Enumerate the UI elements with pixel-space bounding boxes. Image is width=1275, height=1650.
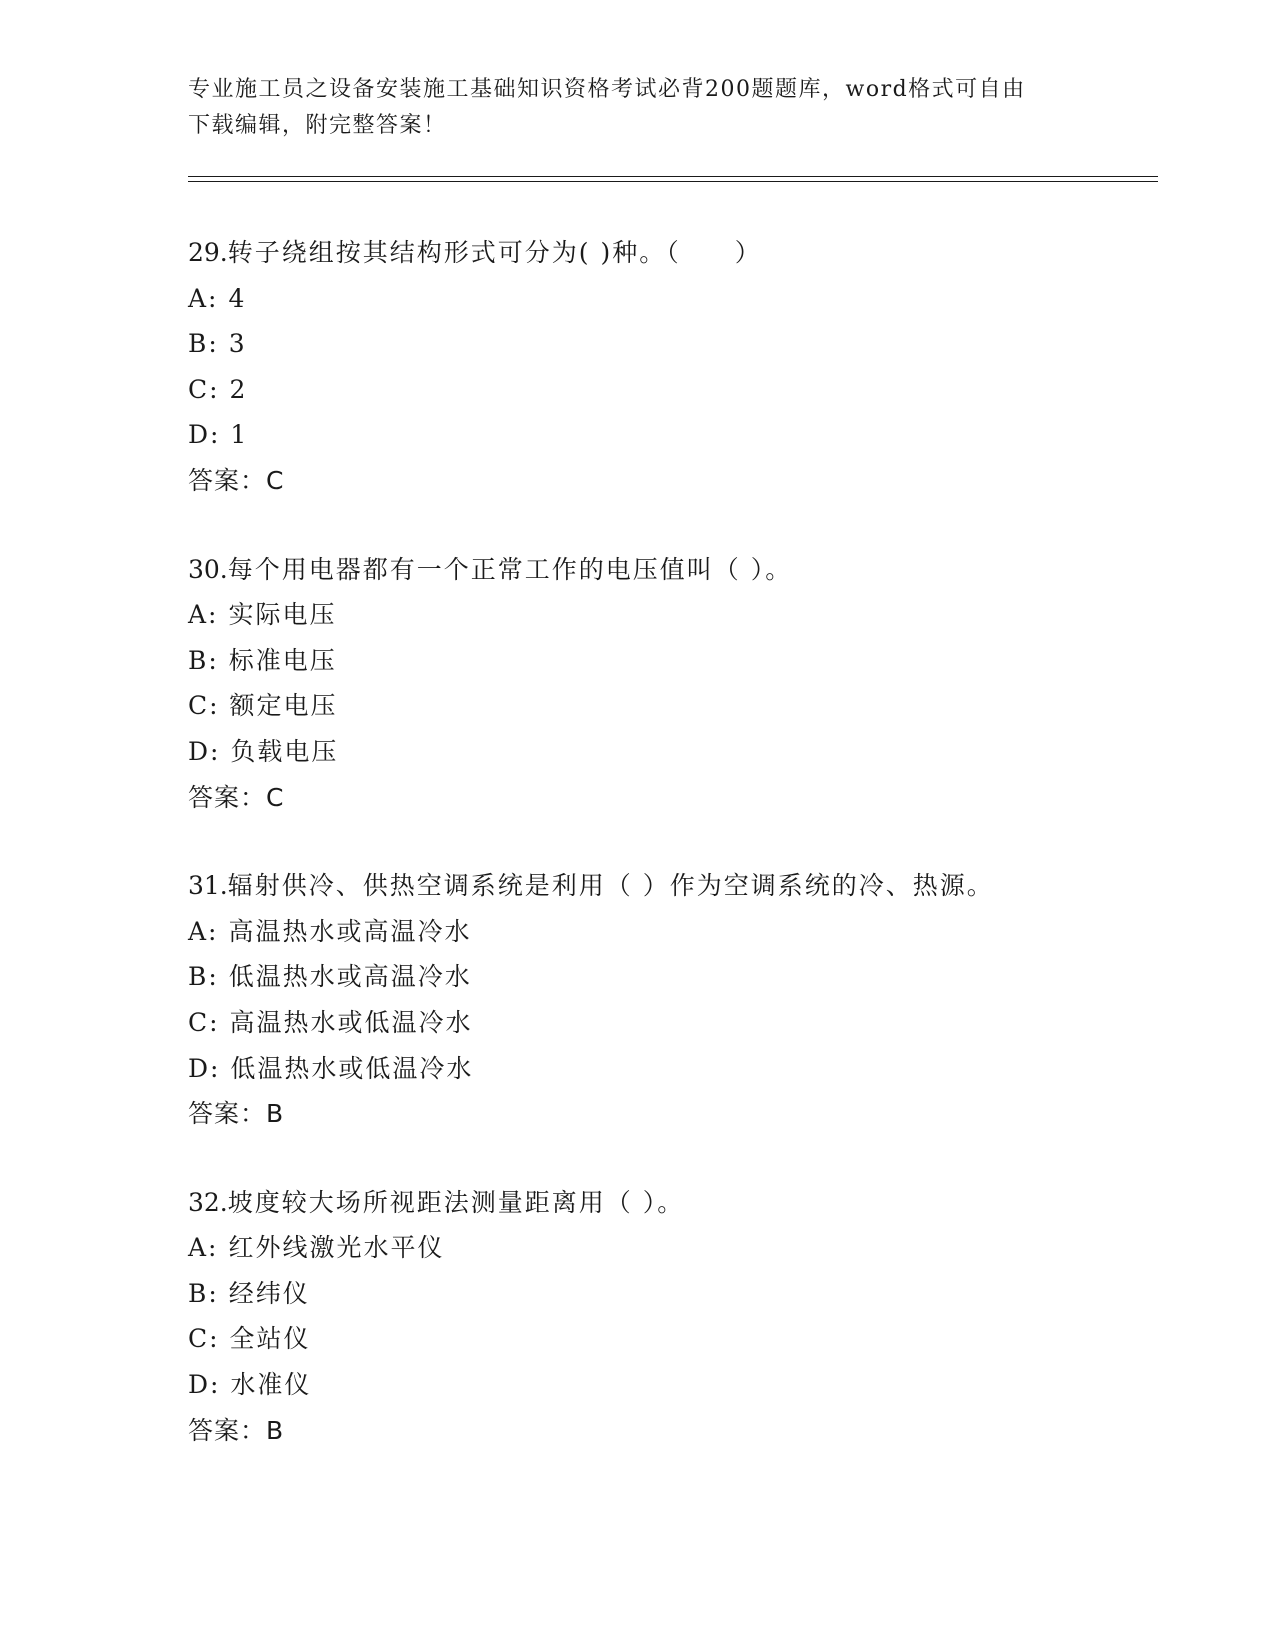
option-a <box>188 592 1148 638</box>
option-d <box>188 1046 1148 1092</box>
option-text: 4 <box>228 283 247 313</box>
option-label: B: <box>188 645 219 675</box>
question-stem <box>188 1180 1148 1226</box>
question-number: 29. <box>188 238 228 267</box>
option-b <box>188 1271 1148 1317</box>
document-header <box>188 72 1088 144</box>
option-label: C: <box>188 374 220 404</box>
question-30 <box>188 547 1148 821</box>
answer-label: 答案： <box>188 1415 267 1445</box>
question-text: 坡度较大场所视距法测量距离用（ ）。 <box>227 1187 685 1217</box>
question-number: 32. <box>188 1187 228 1217</box>
option-text: 额定电压 <box>229 691 338 721</box>
option-a <box>188 1225 1148 1271</box>
answer-label: 答案： <box>188 782 267 812</box>
option-text: 水准仪 <box>230 1370 312 1400</box>
answer-value: B <box>266 1099 285 1129</box>
option-c <box>188 683 1148 729</box>
option-label: D: <box>188 736 221 766</box>
question-text: 每个用电器都有一个正常工作的电压值叫（ ）。 <box>227 554 793 584</box>
question-stem <box>188 863 1148 909</box>
option-a <box>188 909 1148 955</box>
question-stem <box>188 547 1148 593</box>
option-label: B: <box>188 329 219 359</box>
option-d <box>188 412 1148 458</box>
option-text: 高温热水或高温冷水 <box>228 916 472 946</box>
option-c <box>188 1316 1148 1362</box>
option-b <box>188 954 1148 1000</box>
option-text: 红外线激光水平仪 <box>228 1233 445 1263</box>
option-text: 1 <box>230 420 249 450</box>
option-text: 高温热水或低温冷水 <box>229 1007 473 1037</box>
option-label: A: <box>188 283 219 313</box>
question-number: 30. <box>188 554 228 584</box>
option-label: B: <box>188 962 219 992</box>
answer-line <box>188 458 1148 504</box>
header-divider-top <box>188 176 1158 177</box>
header-line-2: 下载编辑，附完整答案！ <box>188 113 447 138</box>
answer-value: C <box>266 465 285 495</box>
option-text: 低温热水或高温冷水 <box>228 962 472 992</box>
option-d <box>188 1362 1148 1408</box>
option-label: D: <box>188 1370 221 1400</box>
option-label: A: <box>188 600 219 630</box>
question-29 <box>188 230 1148 504</box>
answer-label: 答案： <box>188 1099 267 1129</box>
question-31 <box>188 863 1148 1137</box>
question-list <box>188 230 1148 1496</box>
header-line-1: 专业施工员之设备安装施工基础知识资格考试必背200题题库，word格式可自由 <box>188 77 1026 102</box>
answer-label: 答案： <box>188 465 267 495</box>
option-d <box>188 729 1148 775</box>
option-c <box>188 1000 1148 1046</box>
question-number: 31. <box>188 871 228 901</box>
question-text: 转子绕组按其结构形式可分为( )种。（ ） <box>227 238 762 267</box>
option-text: 全站仪 <box>229 1324 311 1354</box>
answer-value: C <box>266 782 285 812</box>
answer-value: B <box>266 1415 285 1445</box>
option-label: C: <box>188 1007 220 1037</box>
question-stem <box>188 230 1148 276</box>
option-b <box>188 321 1148 367</box>
option-label: A: <box>188 916 219 946</box>
option-text: 3 <box>228 329 247 359</box>
answer-line <box>188 775 1148 821</box>
option-label: D: <box>188 420 221 450</box>
answer-line <box>188 1091 1148 1137</box>
option-text: 实际电压 <box>228 600 337 630</box>
option-text: 负载电压 <box>230 736 339 766</box>
option-text: 标准电压 <box>228 645 337 675</box>
option-label: C: <box>188 1324 220 1354</box>
option-text: 2 <box>229 374 248 404</box>
question-32 <box>188 1180 1148 1454</box>
header-divider-bottom <box>188 181 1158 182</box>
answer-line <box>188 1408 1148 1454</box>
option-a <box>188 276 1148 322</box>
option-c <box>188 367 1148 413</box>
option-label: B: <box>188 1278 219 1308</box>
question-text: 辐射供冷、供热空调系统是利用（ ）作为空调系统的冷、热源。 <box>227 871 994 901</box>
option-text: 低温热水或低温冷水 <box>230 1053 474 1083</box>
option-label: D: <box>188 1053 221 1083</box>
option-text: 经纬仪 <box>228 1278 310 1308</box>
option-b <box>188 638 1148 684</box>
option-label: A: <box>188 1233 219 1263</box>
option-label: C: <box>188 691 220 721</box>
